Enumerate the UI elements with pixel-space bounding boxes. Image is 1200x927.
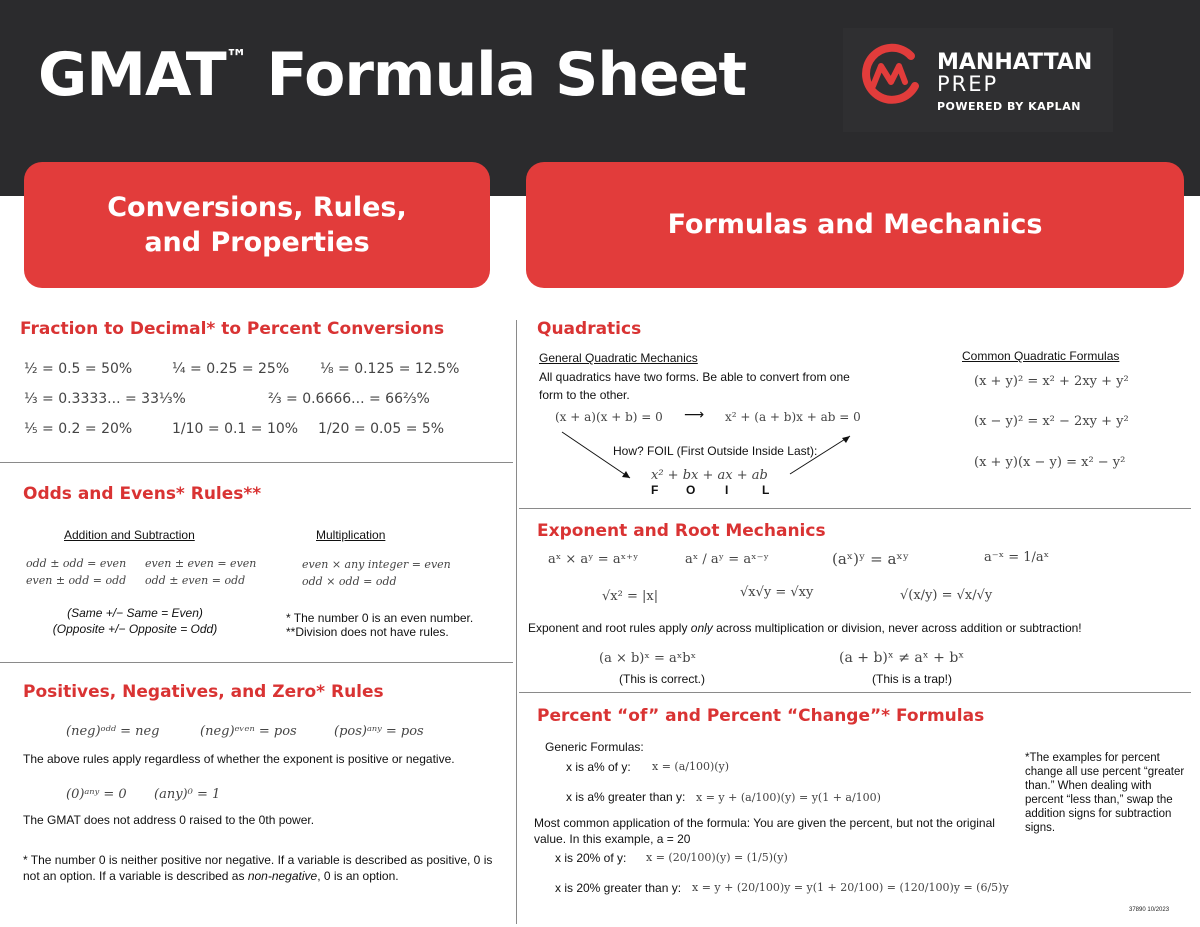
rule-any-zero: (any)⁰ = 1: [154, 787, 221, 802]
column-divider: [516, 320, 517, 924]
banner-left-line-1: Conversions, Rules,: [107, 192, 407, 223]
logo-line-2: PREP: [937, 72, 999, 96]
trap-rule: (a + b)ˣ ≠ aˣ + bˣ: [839, 650, 965, 666]
divider-left-1: [0, 462, 513, 463]
exponent-rule-note: Exponent and root rules apply only across multiplication or division, never across addition or subtraction!: [528, 621, 1082, 635]
zero-even-note: * The number 0 is an even number.: [286, 611, 474, 625]
divider-right-1: [519, 508, 1191, 509]
fraction-two-thirds: ⅔ = 0.6666... = 66⅔%: [268, 391, 430, 407]
fraction-eighth: ⅛ = 0.125 = 12.5%: [320, 361, 460, 377]
expanded-form: x² + (a + b)x + ab = 0: [725, 410, 861, 424]
percent-greater-formula: x = y + (a/100)(y) = y(1 + a/100): [696, 791, 881, 804]
banner-left-line-2: and Properties: [144, 227, 370, 258]
rule-odd-times-odd: odd × odd = odd: [302, 575, 397, 588]
rule-root-quotient: √(x/y) = √x/√y: [900, 588, 993, 603]
percent-heading: Percent “of” and Percent “Change”* Formulas: [537, 706, 985, 726]
multiplication-label: Multiplication: [316, 528, 386, 542]
general-quadratic-label: General Quadratic Mechanics: [539, 351, 698, 365]
addition-label: Addition and Subtraction: [64, 528, 195, 542]
fraction-third: ⅓ = 0.3333... = 33⅓%: [24, 391, 186, 407]
common-quadratic-label: Common Quadratic Formulas: [962, 349, 1120, 363]
fraction-quarter: ¼ = 0.25 = 25%: [172, 361, 290, 377]
percent-greater-label: x is a% greater than y:: [566, 790, 686, 804]
manhattan-prep-logo: [843, 28, 1113, 132]
zero-sign-note: * The number 0 is neither positive nor negative. If a variable is described as positive, 0 is not an option. If a variable is described as non-negative, 0 is an option.: [23, 853, 493, 883]
banner-formulas: Formulas and Mechanics: [526, 162, 1184, 288]
foil-letter-f: F: [651, 483, 659, 497]
divider-right-2: [519, 692, 1191, 693]
factored-form: (x + a)(x + b) = 0: [555, 410, 663, 424]
rule-even-even: even ± even = even: [145, 557, 257, 570]
fractions-heading: Fraction to Decimal* to Percent Conversions: [20, 319, 445, 339]
rule-odd-odd: odd ± odd = even: [26, 557, 127, 570]
rule-even-times-any: even × any integer = even: [302, 558, 451, 571]
example-greater-label: x is 20% greater than y:: [555, 881, 682, 895]
document-code: 37890 10/2023: [1129, 907, 1170, 913]
fraction-tenth: 1/10 = 0.1 = 10%: [172, 421, 299, 437]
fraction-twentieth: 1/20 = 0.05 = 5%: [318, 421, 445, 437]
general-quadratic-text: All quadratics have two forms. Be able to convert from one form to the other.: [539, 370, 850, 402]
generic-formulas-label: Generic Formulas:: [545, 740, 644, 754]
correct-rule: (a × b)ˣ = aˣbˣ: [599, 651, 697, 666]
common-application-text: Most common application of the formula: You are given the percent, but not the original value. In this example, a = 20: [534, 816, 995, 846]
manhattan-prep-logo-icon: [859, 42, 923, 106]
same-rule: (Same +/− Same = Even): [67, 606, 203, 620]
difference-of-squares: (x + y)(x − y) = x² − y²: [974, 455, 1126, 470]
convert-arrow: ⟶: [684, 407, 705, 423]
percent-of-formula: x = (a/100)(y): [652, 760, 730, 773]
rule-product-of-powers: aˣ × aʸ = aˣ⁺ʸ: [548, 552, 639, 567]
rule-neg-odd: (neg)ᵒᵈᵈ = neg: [66, 724, 160, 739]
odds-heading: Odds and Evens* Rules**: [23, 484, 262, 504]
example-of-formula: x = (20/100)(y) = (1/5)(y): [646, 851, 788, 864]
rule-odd-even: odd ± even = odd: [145, 574, 246, 587]
logo-line-1: MANHATTAN: [937, 50, 1093, 75]
example-of-label: x is 20% of y:: [555, 851, 627, 865]
opposite-rule: (Opposite +/− Opposite = Odd): [52, 622, 218, 636]
foil-letter-o: O: [686, 483, 696, 497]
exponent-sign-note: The above rules apply regardless of whether the exponent is positive or negative.: [23, 752, 455, 766]
foil-question: How? FOIL (First Outside Inside Last):: [613, 444, 818, 458]
exponents-heading: Exponent and Root Mechanics: [537, 521, 826, 541]
example-greater-formula: x = y + (20/100)y = y(1 + 20/100) = (120/100)y = (6/5)y: [692, 881, 1009, 894]
rule-power-of-power: (aˣ)ʸ = aˣʸ: [832, 550, 910, 568]
trap-note: (This is a trap!): [872, 672, 953, 686]
fraction-half: ½ = 0.5 = 50%: [24, 361, 133, 377]
rule-neg-even: (neg)ᵉᵛᵉⁿ = pos: [200, 724, 297, 739]
square-of-sum: (x + y)² = x² + 2xy + y²: [974, 374, 1129, 389]
foil-letter-i: I: [725, 483, 729, 497]
rule-zero-any: (0)ᵃⁿʸ = 0: [66, 787, 127, 802]
rule-quotient-of-powers: aˣ / aʸ = aˣ⁻ʸ: [685, 552, 769, 567]
divider-left-2: [0, 662, 513, 663]
square-of-difference: (x − y)² = x² − 2xy + y²: [974, 414, 1129, 429]
correct-note: (This is correct.): [619, 672, 706, 686]
rule-even-odd: even ± odd = odd: [26, 574, 127, 587]
page-title: GMAT™ Formula Sheet: [38, 40, 747, 110]
rule-pos-any: (pos)ᵃⁿʸ = pos: [334, 724, 424, 739]
rule-root-square: √x² = |x|: [602, 589, 659, 604]
foil-expression: x² + bx + ax + ab: [651, 468, 768, 483]
banner-conversions: [24, 162, 490, 288]
division-note: **Division does not have rules.: [286, 625, 449, 639]
rule-negative-exponent: a⁻ˣ = 1/aˣ: [984, 550, 1050, 565]
percent-of-label: x is a% of y:: [566, 760, 631, 774]
percent-side-note: *The examples for percent change all use percent “greater than.” When dealing with percent “less than,” swap the addition signs for subtraction signs.: [1025, 752, 1185, 834]
foil-letter-l: L: [762, 483, 770, 497]
zero-zero-note: The GMAT does not address 0 raised to the 0th power.: [23, 813, 315, 827]
logo-line-3: POWERED BY KAPLAN: [937, 100, 1081, 113]
positives-heading: Positives, Negatives, and Zero* Rules: [23, 682, 384, 702]
fraction-fifth: ⅕ = 0.2 = 20%: [24, 421, 133, 437]
rule-root-product: √x√y = √xy: [740, 585, 814, 600]
quadratics-heading: Quadratics: [537, 319, 642, 339]
